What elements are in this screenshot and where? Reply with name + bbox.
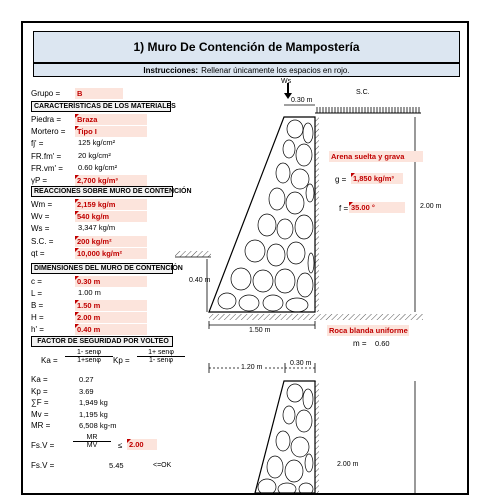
worksheet (21, 21, 469, 495)
fsv-numerator: MR (73, 434, 111, 442)
sc-label: S.C. (356, 89, 370, 96)
dimensiones-text-1: 1.00 m (78, 288, 101, 297)
kp-formula-label: Kp = (113, 356, 130, 365)
reacciones-text-1: 540 kg/m (77, 212, 110, 222)
reacciones-label-1: Wv = (31, 212, 50, 222)
height-label: 2.00 m (420, 203, 442, 210)
section-materiales: CARACTERÍSTICAS DE LOS MATERIALES (31, 101, 171, 112)
materiales-label-2: fj' = (31, 139, 44, 149)
ka-denominator: 1+senφ (77, 357, 101, 364)
seguridad-label-2: ∑F = (31, 398, 49, 407)
materiales-label-0: Piedra = (31, 115, 62, 124)
dimensiones-label-4: h' = (31, 325, 44, 334)
reacciones-text-0: 2,159 kg/m (77, 200, 116, 209)
fsv-limit-value: 2.00 (129, 440, 144, 449)
foundation-hatch (209, 314, 423, 320)
kp-numerator: 1+ senφ (137, 349, 185, 357)
materiales-text-1: Tipo I (77, 127, 97, 137)
surcharge-load (315, 107, 421, 113)
reacciones-text-4: 10,000 kg/m² (77, 248, 123, 258)
section-reacciones: REACCIONES SOBRE MURO DE CONTENCIÓN (31, 186, 173, 197)
seguridad-value-3: 1,195 kg (79, 409, 108, 419)
dim2-b-label: 0.30 m (290, 360, 312, 367)
height2-label: 2.00 m (337, 461, 359, 468)
page-title: 1) Muro De Contención de Mampostería (33, 31, 460, 63)
dimensiones-label-3: H = (31, 313, 44, 322)
seguridad-value-1: 3.69 (79, 386, 94, 396)
retaining-wall-diagram (23, 23, 467, 493)
seguridad-value-2: 1,949 kg (79, 398, 108, 407)
reacciones-label-3: S.C. = (31, 236, 54, 246)
section-seguridad: FACTOR DE SEGURIDAD POR VOLTEO (31, 336, 173, 347)
seguridad-value-4: 6,508 kg-m (79, 421, 117, 430)
front-soil-hatch (175, 251, 211, 257)
gamma-value: 1,850 kg/m³ (353, 174, 394, 183)
reacciones-text-3: 200 kg/m² (77, 236, 112, 246)
materiales-label-3: FR.fm' = (31, 151, 62, 161)
ka-numerator: 1- senφ (65, 349, 113, 357)
dimensiones-text-3: 2.00 m (77, 313, 101, 322)
gamma-input[interactable] (351, 173, 403, 184)
reacciones-text-2: 3,347 kg/m (78, 223, 116, 233)
seguridad-value-0: 0.27 (79, 375, 94, 384)
materiales-text-3: 20 kg/cm² (78, 150, 111, 160)
dimensiones-text-2: 1.50 m (77, 301, 101, 310)
dimensiones-label-1: L = (31, 289, 43, 298)
materiales-text-5: 2,700 kg/m³ (77, 176, 118, 185)
reacciones-label-2: Ws = (31, 224, 50, 234)
materiales-label-1: Mortero = (31, 127, 66, 137)
base-label: 1.50 m (249, 327, 271, 334)
dimensiones-text-4: 0.40 m (77, 325, 101, 334)
phi-input[interactable] (349, 202, 405, 213)
gamma-label: g = (335, 175, 347, 184)
materiales-text-0: Braza (77, 115, 98, 124)
fsv-denominator: MV (86, 442, 98, 449)
instructions-text: Rellenar únicamente los espacios en rojo. (201, 65, 350, 75)
instructions-label: Instrucciones: (143, 65, 199, 75)
mu-value: 0.60 (375, 339, 390, 348)
grupo-label: Grupo = (31, 89, 61, 98)
materiales-label-4: FR.vm' = (31, 163, 63, 173)
materiales-label-5: γP = (31, 176, 48, 185)
wall2-body (255, 381, 315, 493)
dim2-a-label: 1.20 m (241, 364, 263, 371)
reacciones-label-4: qt = (31, 248, 45, 258)
grupo-input[interactable]: B (75, 88, 123, 99)
phi-value: 35.00 ° (351, 203, 375, 212)
dimensiones-label-2: B = (31, 301, 44, 310)
section-dimensiones: DIMENSIONES DEL MURO DE CONTENCIÓN (31, 263, 173, 274)
seguridad-label-0: Ka = (31, 375, 48, 384)
seguridad-label-1: Kp = (31, 386, 48, 396)
fsv-result-value: 5.45 (109, 461, 124, 470)
mu-label: m = (353, 339, 367, 348)
reacciones-label-0: Wm = (31, 200, 53, 209)
seguridad-label-3: Mv = (31, 409, 49, 419)
materiales-text-4: 0.60 kg/cm² (78, 162, 118, 172)
fsv-label: Fs.V = (31, 441, 55, 450)
seguridad-label-4: MR = (31, 421, 51, 430)
foundation-input[interactable]: Roca blanda uniforme (329, 326, 408, 335)
kp-denominator: 1- senφ (149, 357, 173, 364)
phi-label: f = (339, 204, 349, 213)
soil-type-input[interactable]: Arena suelta y grava (329, 151, 423, 162)
fsv-status: <=OK (153, 462, 172, 469)
ka-formula-label: Ka = (41, 356, 58, 365)
dimensiones-text-0: 0.30 m (77, 277, 101, 286)
materiales-text-2: 125 kg/cm² (78, 138, 116, 148)
fsv-result-label: Fs.V = (31, 461, 55, 470)
ws-label: Ws (281, 78, 292, 85)
hprime-label: 0.40 m (189, 277, 211, 284)
dimensiones-label-0: c = (31, 277, 42, 286)
fsv-compare: ≤ (118, 441, 123, 450)
top-width-label: 0.30 m (291, 97, 313, 104)
